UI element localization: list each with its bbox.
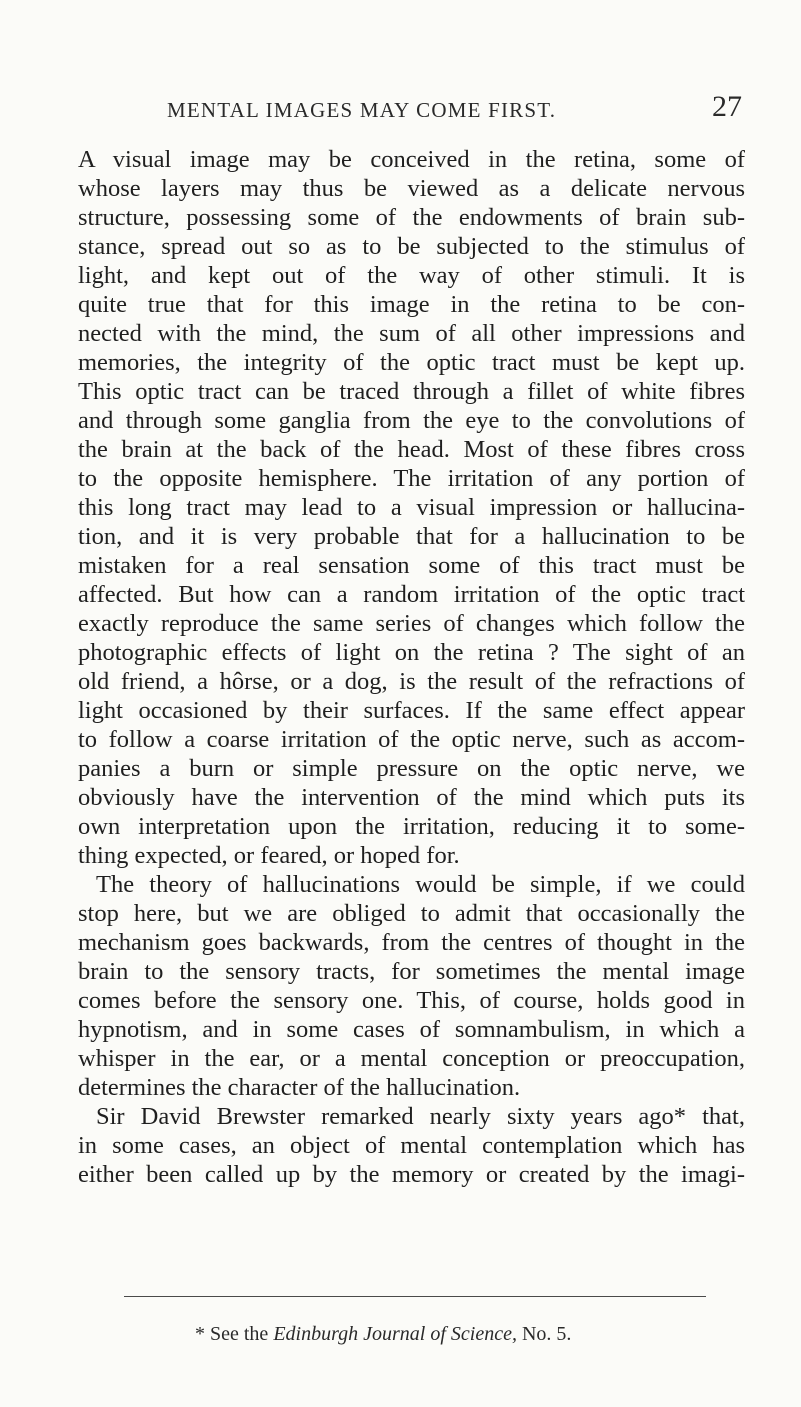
text-line: this long tract may lead to a visual impression or hallucina- — [78, 494, 745, 521]
running-title: MENTAL IMAGES MAY COME FIRST. — [167, 98, 557, 122]
text-line: Sir David Brewster remarked nearly sixty years ago* that, — [96, 1103, 745, 1130]
text-line: brain to the sensory tracts, for sometimes the mental image — [78, 958, 745, 985]
text-line: photographic effects of light on the retina ? The sight of an — [78, 639, 745, 666]
text-line: memories, the integrity of the optic tract must be kept up. — [78, 349, 745, 376]
paragraph — [78, 145, 745, 870]
text-line: whose layers may thus be viewed as a delicate nervous — [78, 175, 745, 202]
text-line: quite true that for this image in the retina to be con- — [78, 291, 745, 318]
footnote-journal: Edinburgh Journal of Science, — [273, 1323, 517, 1345]
text-line: structure, possessing some of the endowments of brain sub- — [78, 204, 745, 231]
text-line: stance, spread out so as to be subjected to the stimulus of — [78, 233, 745, 260]
text-line: hypnotism, and in some cases of somnambulism, in which a — [78, 1016, 745, 1043]
page-number: 27 — [712, 90, 742, 123]
running-head — [167, 90, 742, 124]
text-line: determines the character of the hallucination. — [78, 1074, 521, 1101]
text-line: to the opposite hemisphere. The irritation of any portion of — [78, 465, 745, 492]
footnote-rule — [124, 1296, 706, 1297]
paragraph — [78, 1102, 745, 1189]
text-line: light, and kept out of the way of other stimuli. It is — [78, 262, 745, 289]
body-text — [78, 145, 745, 1189]
text-line: thing expected, or feared, or hoped for. — [78, 842, 460, 869]
footnote-rest: No. 5. — [516, 1323, 572, 1345]
text-line: either been called up by the memory or created by the imagi- — [78, 1161, 745, 1188]
text-line: the brain at the back of the head. Most of these fibres cross — [78, 436, 745, 463]
text-line: affected. But how can a random irritation of the optic tract — [78, 581, 745, 608]
text-line: comes before the sensory one. This, of course, holds good in — [78, 987, 745, 1014]
text-line: This optic tract can be traced through a fillet of white fibres — [78, 378, 745, 405]
text-line: obviously have the intervention of the mind which puts its — [78, 784, 745, 811]
text-line: light occasioned by their surfaces. If the same effect appear — [78, 697, 745, 724]
text-line: exactly reproduce the same series of changes which follow the — [78, 610, 745, 637]
text-line: old friend, a hôrse, or a dog, is the result of the refractions of — [78, 668, 745, 695]
text-line: stop here, but we are obliged to admit that occasionally the — [78, 900, 745, 927]
paragraph — [78, 870, 745, 1102]
text-line: The theory of hallucinations would be simple, if we could — [96, 871, 745, 898]
text-line: and through some ganglia from the eye to the convolutions of — [78, 407, 745, 434]
text-line: whisper in the ear, or a mental conception or preoccupation, — [78, 1045, 745, 1072]
text-line: in some cases, an object of mental contemplation which has — [78, 1132, 745, 1159]
footnote-marker: * See the — [195, 1323, 274, 1345]
text-line: mechanism goes backwards, from the centres of thought in the — [78, 929, 745, 956]
text-line: mistaken for a real sensation some of this tract must be — [78, 552, 745, 579]
text-line: tion, and it is very probable that for a hallucination to be — [78, 523, 745, 550]
text-line: nected with the mind, the sum of all other impressions and — [78, 320, 745, 347]
text-line: own interpretation upon the irritation, reducing it to some- — [78, 813, 745, 840]
text-line: panies a burn or simple pressure on the optic nerve, we — [78, 755, 745, 782]
footnote — [195, 1323, 571, 1346]
text-line: to follow a coarse irritation of the optic nerve, such as accom- — [78, 726, 745, 753]
text-line: A visual image may be conceived in the retina, some of — [78, 146, 745, 173]
